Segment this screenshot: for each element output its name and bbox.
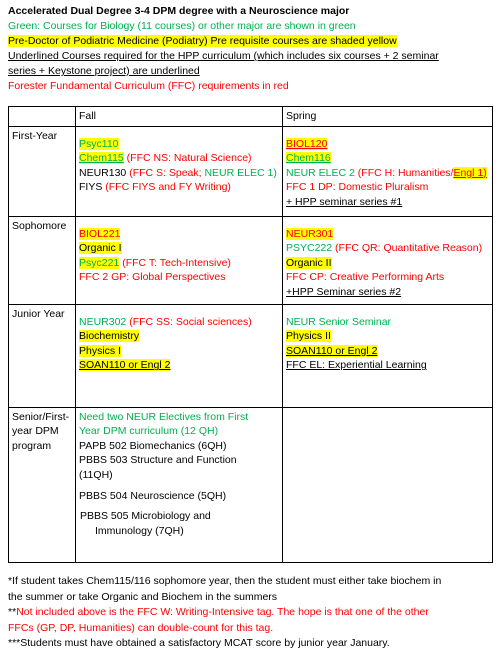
ffc-tech-intensive: (FFC T: Tech-Intensive) bbox=[119, 256, 231, 269]
neur-elective-1: NEUR ELEC 1) bbox=[204, 166, 277, 179]
course-neur302: NEUR302 bbox=[79, 315, 130, 328]
course-pbbs505: PBBS 505 Microbiology and bbox=[80, 510, 211, 523]
footnotes bbox=[8, 574, 496, 652]
legend-yellow-text: Pre-Doctor of Podiatric Medicine (Podiatry) Pre requisite courses are shaded yellow bbox=[8, 35, 397, 47]
row-label-senior bbox=[9, 407, 76, 562]
ffc-speak: (FFC S: Speak; bbox=[126, 166, 205, 179]
table-row-first-year bbox=[9, 126, 493, 216]
header-fall: Fall bbox=[76, 107, 283, 127]
junior-spring-cell bbox=[283, 304, 493, 407]
row-label-senior-line-3: program bbox=[12, 439, 52, 452]
course-pbbs505-credits: Immunology (7QH) bbox=[95, 524, 184, 537]
neur-electives-note-2: Year DPM curriculum (12 QH) bbox=[79, 425, 219, 438]
course-biol120: BIOL120 bbox=[286, 137, 328, 150]
row-label-senior-line-1: Senior/First- bbox=[12, 410, 70, 423]
first-year-spring-cell bbox=[283, 126, 493, 216]
legend-green-note: Green: Courses for Biology (11 courses) or other major are shown in green bbox=[8, 20, 356, 32]
course-biol221: BIOL221 bbox=[79, 227, 121, 240]
course-neur-senior-seminar: NEUR Senior Seminar bbox=[286, 315, 392, 328]
ffc-natural-science: (FFC NS: Natural Science) bbox=[123, 152, 252, 165]
sophomore-fall-cell bbox=[76, 216, 283, 304]
course-psyc222: PSYC222 bbox=[286, 242, 333, 255]
course-neur301: NEUR301 bbox=[286, 227, 334, 240]
course-chem115: Chem115 bbox=[79, 152, 124, 165]
course-plan-table bbox=[8, 106, 493, 563]
row-label-senior-line-2: year DPM bbox=[12, 425, 59, 438]
document-title: Accelerated Dual Degree 3-4 DPM degree with a Neuroscience major bbox=[8, 5, 350, 17]
course-organic-1: Organic I bbox=[79, 242, 122, 255]
senior-dpm-cell bbox=[76, 407, 283, 562]
course-fiys: FIYS bbox=[79, 181, 106, 194]
ffc-creative-performing-arts: FFC CP: Creative Performing Arts bbox=[286, 271, 445, 284]
hpp-seminar-1: + HPP seminar series #1 bbox=[286, 195, 403, 208]
course-chem116: Chem116 bbox=[286, 152, 331, 165]
course-soan110-engl2-spring: SOAN110 or Engl 2 bbox=[286, 344, 378, 357]
course-pbbs503: PBBS 503 Structure and Function bbox=[79, 454, 237, 467]
legend-red-note: Forester Fundamental Curriculum (FFC) requirements in red bbox=[8, 80, 289, 92]
course-papb502: PAPB 502 Biomechanics (6QH) bbox=[79, 439, 227, 452]
footnote-2-stars: ** bbox=[8, 606, 17, 618]
footnote-2-line-2: FFCs (GP, DP, Humanities) can double-count for this tag. bbox=[8, 621, 274, 634]
table-row-sophomore bbox=[9, 216, 493, 304]
ffc-global-perspectives: FFC 2 GP: Global Perspectives bbox=[79, 271, 226, 284]
course-engl1: Engl 1) bbox=[453, 166, 487, 179]
table-row-senior bbox=[9, 407, 493, 562]
senior-spring-cell bbox=[283, 407, 493, 562]
course-psyc110: Psyc110 bbox=[79, 137, 119, 150]
header-spring: Spring bbox=[283, 107, 493, 127]
course-pbbs503-credits: (11QH) bbox=[79, 468, 113, 481]
course-organic-2: Organic II bbox=[286, 256, 332, 269]
table-header-row bbox=[9, 107, 493, 127]
legend-yellow-note bbox=[8, 34, 496, 49]
neur-elective-2: NEUR ELEC 2 bbox=[286, 166, 358, 179]
ffc-experiential-learning: FFC EL: Experiential Learning bbox=[286, 359, 427, 372]
row-label-first-year: First-Year bbox=[9, 126, 76, 216]
document-header bbox=[8, 4, 496, 94]
hpp-seminar-2: +HPP Seminar series #2 bbox=[286, 285, 402, 298]
footnote-3: ***Students must have obtained a satisfactory MCAT score by junior year January. bbox=[8, 637, 390, 649]
sophomore-spring-cell bbox=[283, 216, 493, 304]
course-neur130: NEUR130 bbox=[79, 166, 127, 179]
ffc-social-sciences: (FFC SS: Social sciences) bbox=[129, 315, 252, 328]
row-label-sophomore: Sophomore bbox=[9, 216, 76, 304]
footnote-1-line-2: the summer or take Organic and Biochem in the summers bbox=[8, 590, 278, 603]
footnote-1-line-1: *If student takes Chem115/116 sophomore year, then the student must either take biochem in bbox=[8, 575, 442, 587]
header-empty-cell bbox=[9, 107, 76, 127]
ffc-humanities: (FFC H: Humanities/ bbox=[357, 166, 454, 179]
course-pbbs504: PBBS 504 Neuroscience (5QH) bbox=[79, 489, 227, 502]
course-soan110-engl2-fall: SOAN110 or Engl 2 bbox=[79, 359, 171, 372]
footnote-2-line-1 bbox=[8, 605, 496, 621]
course-physics-1: Physics I bbox=[79, 344, 122, 357]
legend-underline-note-2: series + Keystone project) are underlined bbox=[8, 65, 200, 77]
table-row-junior bbox=[9, 304, 493, 407]
course-physics-2: Physics II bbox=[286, 330, 331, 343]
ffc-quantitative-reason: (FFC QR: Quantitative Reason) bbox=[332, 242, 483, 255]
row-label-junior: Junior Year bbox=[9, 304, 76, 407]
footnote-2-text: Not included above is the FFC W: Writing-Intensive tag. The hope is that one of the other bbox=[16, 606, 429, 618]
ffc-domestic-pluralism: FFC 1 DP: Domestic Pluralism bbox=[286, 181, 429, 194]
legend-underline-note-1: Underlined Courses required for the HPP curriculum (which includes six courses + 2 seminar bbox=[8, 50, 439, 62]
first-year-fall-cell bbox=[76, 126, 283, 216]
neur-electives-note-1: Need two NEUR Electives from First bbox=[79, 410, 249, 423]
course-biochemistry: Biochemistry bbox=[79, 330, 140, 343]
course-psyc221: Psyc221 bbox=[79, 256, 120, 269]
junior-fall-cell bbox=[76, 304, 283, 407]
ffc-fiys-writing: (FFC FIYS and FY Writing) bbox=[105, 181, 231, 194]
